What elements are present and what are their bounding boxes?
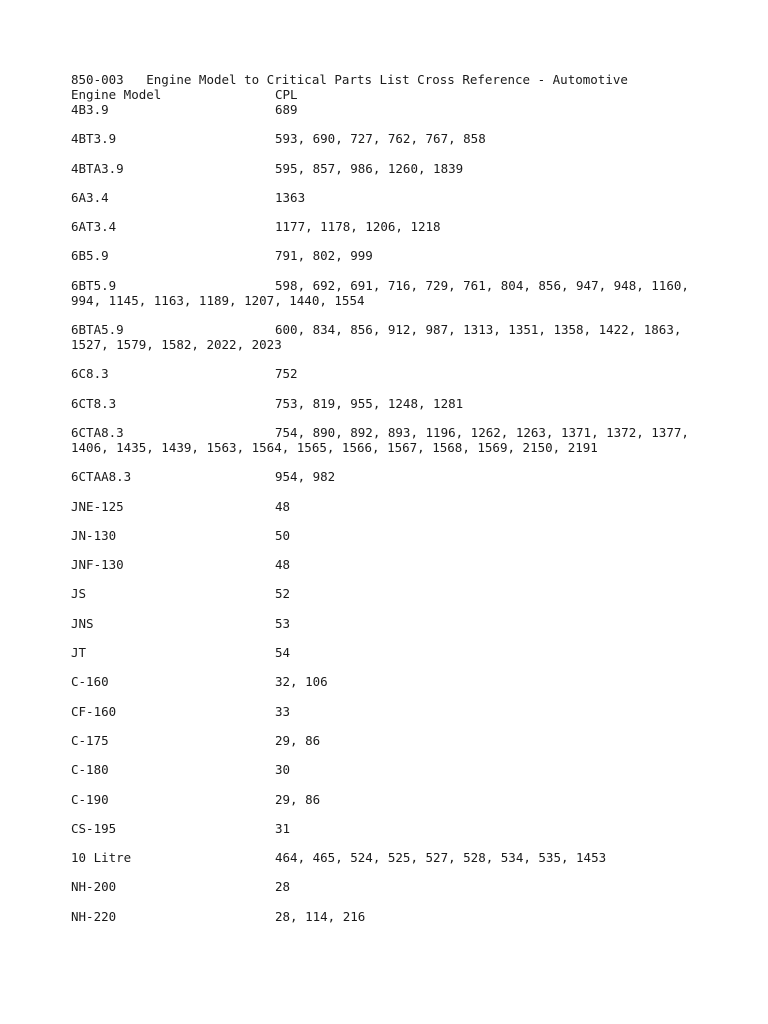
engine-model: CF-160 — [71, 703, 117, 719]
engine-model: JNE-125 — [71, 498, 124, 514]
cpl-numbers: 1363 — [275, 189, 306, 205]
header-cpl: CPL — [275, 87, 298, 102]
engine-model: 6BTA5.9 — [71, 322, 124, 338]
list-item — [71, 219, 711, 234]
list-item — [71, 190, 711, 205]
list-item — [71, 278, 711, 308]
cpl-numbers: 29, 86 — [275, 732, 321, 748]
engine-model: 6BT5.9 — [71, 277, 117, 293]
document-title: 850-003 Engine Model to Critical Parts List Cross Reference - Automotive — [71, 72, 628, 87]
cpl-numbers-continued: 1406, 1435, 1439, 1563, 1564, 1565, 1566, 1567, 1568, 1569, 2150, 2191 — [71, 439, 598, 455]
engine-model: 6CTAA8.3 — [71, 469, 132, 485]
cpl-numbers: 753, 819, 955, 1248, 1281 — [275, 395, 464, 411]
engine-model: JNS — [71, 615, 94, 631]
engine-model: 6B5.9 — [71, 248, 109, 264]
list-item — [71, 704, 711, 719]
cpl-numbers: 54 — [275, 645, 291, 661]
engine-model: CS-195 — [71, 820, 117, 836]
engine-model: 4B3.9 — [71, 102, 109, 117]
cpl-numbers: 50 — [275, 527, 291, 543]
cpl-numbers: 1177, 1178, 1206, 1218 — [275, 219, 441, 235]
cpl-numbers: 52 — [275, 586, 291, 602]
cpl-numbers: 600, 834, 856, 912, 987, 1313, 1351, 1358, 1422, 1863, — [275, 322, 682, 338]
cpl-numbers: 593, 690, 727, 762, 767, 858 — [275, 131, 486, 147]
cpl-numbers: 689 — [275, 102, 298, 117]
list-item — [71, 366, 711, 381]
cpl-numbers: 752 — [275, 366, 298, 382]
cpl-numbers-continued: 1527, 1579, 1582, 2022, 2023 — [71, 337, 282, 353]
cpl-numbers: 31 — [275, 820, 291, 836]
cpl-numbers: 754, 890, 892, 893, 1196, 1262, 1263, 1371, 1372, 1377, — [275, 424, 689, 440]
cpl-numbers: 954, 982 — [275, 469, 336, 485]
list-item — [71, 762, 711, 777]
cpl-numbers: 48 — [275, 498, 291, 514]
list-item — [71, 131, 711, 146]
list-item — [71, 879, 711, 894]
list-item — [71, 645, 711, 660]
cpl-numbers: 29, 86 — [275, 791, 321, 807]
list-item — [71, 469, 711, 484]
engine-model: 6C8.3 — [71, 366, 109, 382]
cpl-numbers: 33 — [275, 703, 291, 719]
engine-model: C-180 — [71, 762, 109, 778]
engine-model: 6A3.4 — [71, 189, 109, 205]
cpl-numbers: 791, 802, 999 — [275, 248, 373, 264]
list-item — [71, 528, 711, 543]
list-item — [71, 322, 711, 352]
cpl-numbers: 32, 106 — [275, 674, 328, 690]
engine-model: 4BT3.9 — [71, 131, 117, 147]
list-item — [71, 557, 711, 572]
document-page — [71, 72, 711, 938]
engine-model: 4BTA3.9 — [71, 160, 124, 176]
cpl-numbers: 464, 465, 524, 525, 527, 528, 534, 535, 1453 — [275, 850, 607, 866]
list-item — [71, 161, 711, 176]
list-item — [71, 425, 711, 455]
engine-model: JN-130 — [71, 527, 117, 543]
list-item — [71, 102, 711, 117]
cpl-numbers: 598, 692, 691, 716, 729, 761, 804, 856, 947, 948, 1160, — [275, 277, 689, 293]
engine-model: JNF-130 — [71, 557, 124, 573]
engine-model: 6CTA8.3 — [71, 424, 124, 440]
engine-model: NH-220 — [71, 908, 117, 924]
cpl-numbers: 28 — [275, 879, 291, 895]
cpl-numbers-continued: 994, 1145, 1163, 1189, 1207, 1440, 1554 — [71, 292, 365, 308]
engine-model: C-175 — [71, 732, 109, 748]
list-item — [71, 792, 711, 807]
engine-model: JS — [71, 586, 87, 602]
engine-model: NH-200 — [71, 879, 117, 895]
cpl-numbers: 28, 114, 216 — [275, 908, 366, 924]
list-item — [71, 586, 711, 601]
cpl-numbers: 53 — [275, 615, 291, 631]
list-item — [71, 850, 711, 865]
list-item — [71, 733, 711, 748]
engine-model: JT — [71, 645, 87, 661]
column-headers — [71, 87, 711, 102]
list-item — [71, 248, 711, 263]
list-item — [71, 616, 711, 631]
list-item — [71, 821, 711, 836]
header-engine-model: Engine Model — [71, 87, 162, 102]
list-item — [71, 499, 711, 514]
list-item — [71, 396, 711, 411]
cpl-numbers: 48 — [275, 557, 291, 573]
engine-model: C-190 — [71, 791, 109, 807]
list-item — [71, 909, 711, 924]
cross-reference-list — [71, 102, 711, 924]
engine-model: 6CT8.3 — [71, 395, 117, 411]
cpl-numbers: 595, 857, 986, 1260, 1839 — [275, 160, 464, 176]
list-item — [71, 674, 711, 689]
cpl-numbers: 30 — [275, 762, 291, 778]
engine-model: 10 Litre — [71, 850, 132, 866]
engine-model: 6AT3.4 — [71, 219, 117, 235]
engine-model: C-160 — [71, 674, 109, 690]
